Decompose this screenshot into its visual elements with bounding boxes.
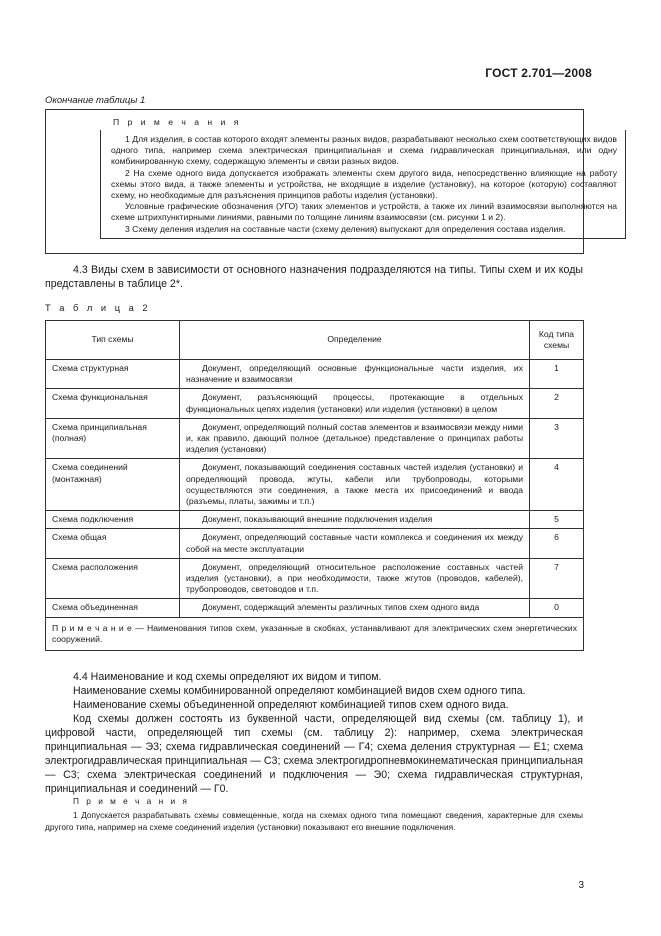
row-code: 2 (530, 389, 584, 418)
table-row (46, 529, 584, 558)
row-type: Схема объединенная (46, 599, 180, 617)
section-4-4-para-4: Код схемы должен состоять из буквенной части, определяющей вид схемы (см. таблицу 1), и цифровой части, определяющей тип схемы (см. таблицу 2): например, схема электрическая принципиальная — Э3; схема гидравлическая соединений — Г4; схема деления структурная — Е1; схема электрогидравлическая принципиальная — С3; схема электрогидропневмокинематическая принципиальная — С3; схема электрическая соединений и подключения — Э0; схема гидравлическая структурная, принципиальная и соединений — Г0. (45, 713, 583, 795)
row-type: Схема соединений (монтажная) (46, 459, 180, 511)
table1-note-3: 3 Схему деления изделия на составные части (схему деления) выпускают для определения состава изделия. (125, 223, 566, 234)
table-row (46, 459, 584, 511)
section-4-3 (45, 263, 583, 291)
row-type: Схема подключения (46, 511, 180, 529)
row-code: 4 (530, 459, 584, 511)
row-type: Схема структурная (46, 360, 180, 389)
row-code: 0 (530, 599, 584, 617)
section-4-3-text: 4.3 Виды схем в зависимости от основного назначения подразделяются на типы. Типы схем и их коды представлены в таблице 2*. (45, 264, 583, 290)
page-number: 3 (578, 880, 584, 891)
table2-header-code: Код типа схемы (530, 321, 584, 360)
bottom-note-1: 1 Допускается разрабатывать схемы совмещенные, когда на схемах одного типа помещают сведения, характерные для схемы другого типа, например на схеме соединений изделия (установки) показывают его внешние подключения. (45, 810, 583, 832)
section-4-4-para-2: Наименование схемы комбинированной определяют комбинацией видов схем одного типа. (73, 685, 526, 697)
row-code: 7 (530, 558, 584, 599)
section-4-4 (45, 670, 583, 796)
table1-notes-title: П р и м е ч а н и я (113, 117, 242, 127)
section-4-4-para-3: Наименование схемы объединенной определяют комбинацией типов схем одного вида. (73, 699, 509, 711)
bottom-notes-title: П р и м е ч а н и я (73, 796, 190, 806)
bottom-notes (45, 795, 583, 833)
table1-note-2-continued: Условные графические обозначения (УГО) таких элементов и устройств, а также их линий взаимосвязи выполняются на схеме штрихпунктирными линиями, равными по толщине линиям взаимосвязи (см. рисунки 1 и 2). (111, 201, 617, 223)
table2-header-type: Тип схемы (46, 321, 180, 360)
table1-note-2: 2 На схеме одного вида допускается изображать элементы схем другого вида, непосредственно влияющие на работу схемы этого вида, а также элементы и устройства, не входящие в изделие (установку), на которое (которую) составляют схему, но необходимые для разъяснения принципов работы изделия (установки). (111, 167, 617, 201)
row-code: 5 (530, 511, 584, 529)
row-code: 6 (530, 529, 584, 558)
section-4-4-para-1: 4.4 Наименование и код схемы определяют их видом и типом. (73, 671, 382, 683)
row-code: 3 (530, 418, 584, 459)
row-definition: Документ, определяющий относительное расположение составных частей изделия (установки), а при необходимости, также жгутов (проводов, кабелей), трубопроводов, световодов и т.п. (180, 558, 530, 599)
table2-header-definition: Определение (180, 321, 530, 360)
row-definition: Документ, определяющий полный состав элементов и взаимосвязи между ними и, как правило, дающий полное (детальное) представление о принципах работы изделия (установки) (180, 418, 530, 459)
row-type: Схема принципиальная (полная) (46, 418, 180, 459)
table1-notes-body (100, 130, 626, 239)
table-row (46, 511, 584, 529)
row-definition: Документ, определяющий основные функциональные части изделия, их назначение и взаимосвязи (180, 360, 530, 389)
table2-caption: Т а б л и ц а 2 (45, 303, 151, 313)
table-row (46, 599, 584, 617)
table2-header-row (46, 321, 584, 360)
table-row (46, 558, 584, 599)
table-row (46, 389, 584, 418)
row-definition: Документ, показывающий соединения составных частей изделия (установки) и определяющий провода, жгуты, кабели или трубопроводы, которыми осуществляются эти соединения, а также места их присоединений и ввода (разъемы, платы, зажимы и т.п.) (180, 459, 530, 511)
row-definition: Документ, определяющий составные части комплекса и соединения их между собой на месте эксплуатации (180, 529, 530, 558)
table2-note-row (46, 617, 584, 650)
document-code: ГОСТ 2.701—2008 (485, 66, 592, 80)
row-type: Схема общая (46, 529, 180, 558)
table-row (46, 418, 584, 459)
table-row (46, 360, 584, 389)
table2 (45, 320, 584, 651)
row-definition: Документ, показывающий внешние подключения изделия (180, 511, 530, 529)
row-type: Схема функциональная (46, 389, 180, 418)
row-definition: Документ, разъясняющий процессы, протекающие в отдельных функциональных цепях изделия (установки) или изделия (установки) в целом (180, 389, 530, 418)
table1-note-1: 1 Для изделия, в состав которого входят элементы разных видов, разрабатывают несколько схем соответствующих видов одного типа, например схема электрическая принципиальная и схема гидравлическая принципиальная, или одну комбинированную схему, содержащую элементы и связи разных видов. (111, 134, 617, 167)
row-definition: Документ, содержащий элементы различных типов схем одного вида (180, 599, 530, 617)
table2-note: П р и м е ч а н и е — Наименования типов схем, указанные в скобках, устанавливают для электрических схем энергетических сооружений. (46, 617, 584, 650)
row-code: 1 (530, 360, 584, 389)
table-continuation-caption: Окончание таблицы 1 (45, 95, 146, 106)
row-type: Схема расположения (46, 558, 180, 599)
table1-notes-box (45, 109, 617, 254)
